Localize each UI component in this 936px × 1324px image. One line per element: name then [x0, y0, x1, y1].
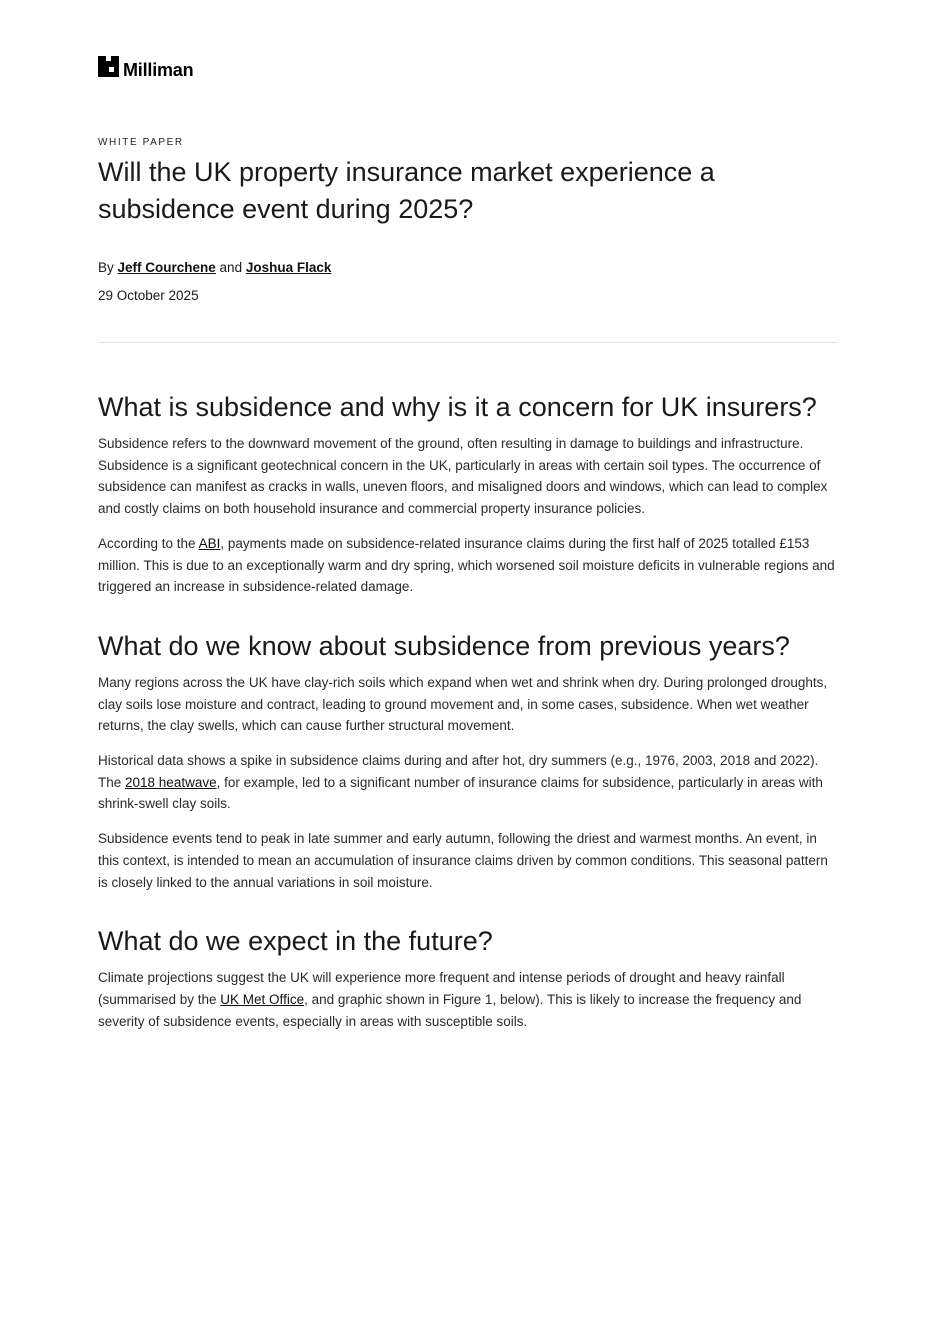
uk-met-office-link[interactable]: UK Met Office: [220, 991, 305, 1007]
brand-name: Milliman: [123, 60, 194, 80]
section-heading: What do we know about subsidence from previous years?: [98, 630, 790, 661]
text-span: Climate projections suggest the UK will experience more frequent and intense periods of drought and heavy rainfall (summarised by the: [98, 970, 785, 1007]
heatwave-2018-link[interactable]: 2018 heatwave: [125, 774, 217, 790]
page-title: Will the UK property insurance market experience a subsidence event during 2025?: [98, 157, 715, 224]
text-span: , payments made on subsidence-related insurance claims during the first half of 2025 totalled £153 million. This is due to an exceptionally warm and dry spring, which worsened soil moisture deficits in vulnerable regions and triggered an increase in subsidence-related damage.: [98, 535, 835, 595]
byline-prefix: By: [98, 260, 118, 275]
milliman-logo-icon: [98, 56, 119, 77]
byline-joiner: and: [215, 260, 246, 275]
paragraph: [98, 533, 838, 598]
document-type-label: WHITE PAPER: [98, 137, 184, 148]
author-link-joshua-flack[interactable]: Joshua Flack: [245, 260, 332, 275]
text-span: , for example, led to a significant number of insurance claims for subsidence, particularly in areas with shrink-swell clay soils.: [98, 774, 823, 812]
author-link-jeff-courchene[interactable]: Jeff Courchene: [117, 260, 216, 275]
section-previous-years: [98, 629, 838, 893]
section-what-is-subsidence: [98, 390, 838, 598]
paragraph: [98, 967, 838, 1032]
paragraph: [98, 750, 838, 815]
header-divider: [98, 342, 838, 343]
milliman-logo[interactable]: [98, 55, 194, 80]
paragraph: Subsidence events tend to peak in late summer and early autumn, following the driest and warmest months. An event, in this context, is intended to mean an accumulation of insurance claims driven by common conditions. This seasonal pattern is closely linked to the annual variations in soil moisture.: [98, 831, 828, 890]
section-heading: What do we expect in the future?: [98, 926, 493, 957]
section-heading: What is subsidence and why is it a concern for UK insurers?: [98, 392, 817, 422]
abi-link[interactable]: ABI: [198, 535, 221, 551]
byline: [98, 259, 331, 277]
text-span: According to the: [98, 535, 199, 551]
publication-date: 29 October 2025: [98, 288, 199, 303]
text-span: , and graphic shown in Figure 1, below). This is likely to increase the frequency and severity of subsidence events, especially in areas with susceptible soils.: [98, 991, 802, 1029]
article-body: [98, 390, 838, 1045]
section-future: [98, 924, 838, 1032]
paragraph: Many regions across the UK have clay-rich soils which expand when wet and shrink when dry. During prolonged droughts, clay soils lose moisture and contract, leading to ground movement and, in some cases, subsidence. When wet weather returns, the clay swells, which can cause further structural movement.: [98, 674, 828, 734]
paragraph: Subsidence refers to the downward movement of the ground, often resulting in damage to buildings and infrastructure. Subsidence is a significant geotechnical concern in the UK, particularly in areas with certain soil types. The occurrence of subsidence can manifest as cracks in walls, uneven floors, and misaligned doors and windows, which can lead to complex and costly claims on both household insurance and commercial property insurance policies.: [98, 436, 828, 517]
text-span: Historical data shows a spike in subsidence claims during and after hot, dry summers (e.g., 1976, 2003, 2018 and 2022). The: [98, 753, 819, 790]
